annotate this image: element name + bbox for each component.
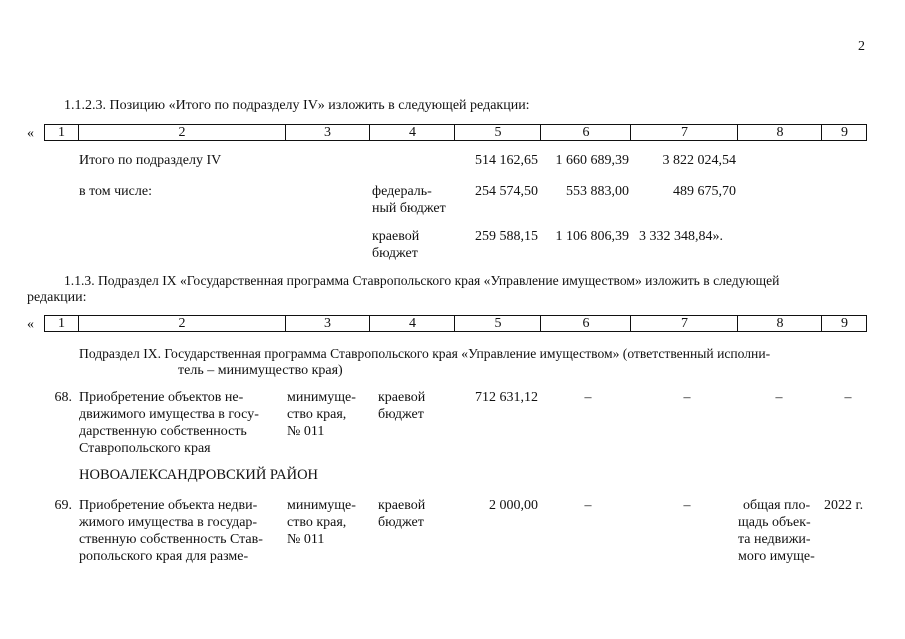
paragraph-heading-2-line1: 1.1.3. Подраздел IX «Государственная программа Ставропольского края «Управление имуществом» изложить в следующей (64, 273, 780, 288)
row-69-number: 69. (54, 498, 72, 513)
total-value-6: 1 660 689,39 (555, 153, 629, 168)
total-value-7: 3 822 024,54 (662, 153, 736, 168)
source-regional-line2: бюджет (372, 246, 418, 261)
column-number: 8 (737, 125, 822, 140)
row-68-description-line3: дарственную собственность (79, 424, 247, 439)
column-number: 5 (454, 316, 541, 331)
district-heading: НОВОАЛЕКСАНДРОВСКИЙ РАЙОН (79, 467, 319, 483)
source-regional-line1: краевой (372, 229, 420, 244)
row-69-value-8-line3: та недвижи- (738, 532, 811, 547)
column-number: 6 (540, 316, 631, 331)
column-number: 4 (369, 316, 455, 331)
page-number: 2 (858, 39, 865, 54)
column-number: 6 (540, 125, 631, 140)
row-69-value-8-line2: щадь объек- (738, 515, 811, 530)
federal-value-7: 489 675,70 (673, 184, 736, 199)
source-federal-line2: ный бюджет (372, 201, 446, 216)
row-68-description-line2: движимого имущества в госу- (79, 407, 259, 422)
row-69-value-5: 2 000,00 (489, 498, 538, 513)
row-69-description-line1: Приобретение объекта недви- (79, 498, 258, 513)
column-number: 5 (454, 125, 541, 140)
federal-value-6: 553 883,00 (566, 184, 629, 199)
total-label: Итого по подразделу IV (79, 153, 222, 168)
regional-value-5: 259 588,15 (475, 229, 538, 244)
row-69-source-line2: бюджет (378, 515, 424, 530)
row-68-source-line1: краевой (378, 390, 426, 405)
row-69-executor-line1: минимуще- (287, 498, 356, 513)
row-68-value-6: – (584, 390, 592, 405)
column-number: 3 (285, 125, 369, 140)
federal-value-5: 254 574,50 (475, 184, 538, 199)
row-69-source-line1: краевой (378, 498, 426, 513)
column-number: 7 (630, 125, 738, 140)
column-number: 1 (58, 125, 65, 140)
column-number: 3 (285, 316, 369, 331)
column-number: 9 (821, 316, 867, 331)
column-number: 1 (58, 316, 65, 331)
row-68-value-7: – (683, 390, 691, 405)
column-number: 9 (821, 125, 867, 140)
paragraph-heading-1: 1.1.2.3. Позицию «Итого по подразделу IV» изложить в следующей редакции: (64, 98, 530, 113)
row-69-value-8-line1: общая пло- (743, 498, 811, 513)
row-68-executor-line1: минимуще- (287, 390, 356, 405)
section-heading-line2: тель – минимущество края) (178, 363, 343, 378)
quote-mark: « (27, 126, 34, 141)
row-69-value-8-line4: мого имуще- (738, 549, 815, 564)
column-number: 8 (737, 316, 822, 331)
row-68-value-5: 712 631,12 (475, 390, 538, 405)
column-number: 4 (369, 125, 455, 140)
row-68-value-8: – (775, 390, 783, 405)
including-label: в том числе: (79, 184, 152, 199)
regional-value-7: 3 332 348,84». (639, 229, 723, 244)
row-69-value-9: 2022 г. (824, 498, 864, 513)
row-69-value-6: – (584, 498, 592, 513)
paragraph-heading-2-line2: редакции: (27, 290, 87, 305)
row-68-value-9: – (844, 390, 852, 405)
row-69-value-7: – (683, 498, 691, 513)
total-value-5: 514 162,65 (475, 153, 538, 168)
row-68-description-line4: Ставропольского края (79, 441, 211, 456)
row-68-number: 68. (54, 390, 72, 405)
column-number-row (44, 124, 867, 141)
row-69-description-line3: ственную собственность Став- (79, 532, 263, 547)
row-68-executor-line2: ство края, (287, 407, 347, 422)
quote-mark: « (27, 317, 34, 332)
row-68-executor-line3: № 011 (287, 424, 325, 439)
section-heading-line1: Подраздел IX. Государственная программа Ставропольского края «Управление имуществом» (ответственный исполни- (79, 346, 771, 361)
regional-value-6: 1 106 806,39 (555, 229, 629, 244)
row-69-description-line4: ропольского края для разме- (79, 549, 249, 564)
row-69-description-line2: жимого имущества в государ- (79, 515, 258, 530)
column-number: 2 (78, 316, 285, 331)
row-69-executor-line3: № 011 (287, 532, 325, 547)
column-number: 7 (630, 316, 738, 331)
column-number-row (44, 315, 867, 332)
column-number: 2 (78, 125, 285, 140)
row-69-executor-line2: ство края, (287, 515, 347, 530)
row-68-source-line2: бюджет (378, 407, 424, 422)
source-federal-line1: федераль- (372, 184, 432, 199)
row-68-description-line1: Приобретение объектов не- (79, 390, 244, 405)
